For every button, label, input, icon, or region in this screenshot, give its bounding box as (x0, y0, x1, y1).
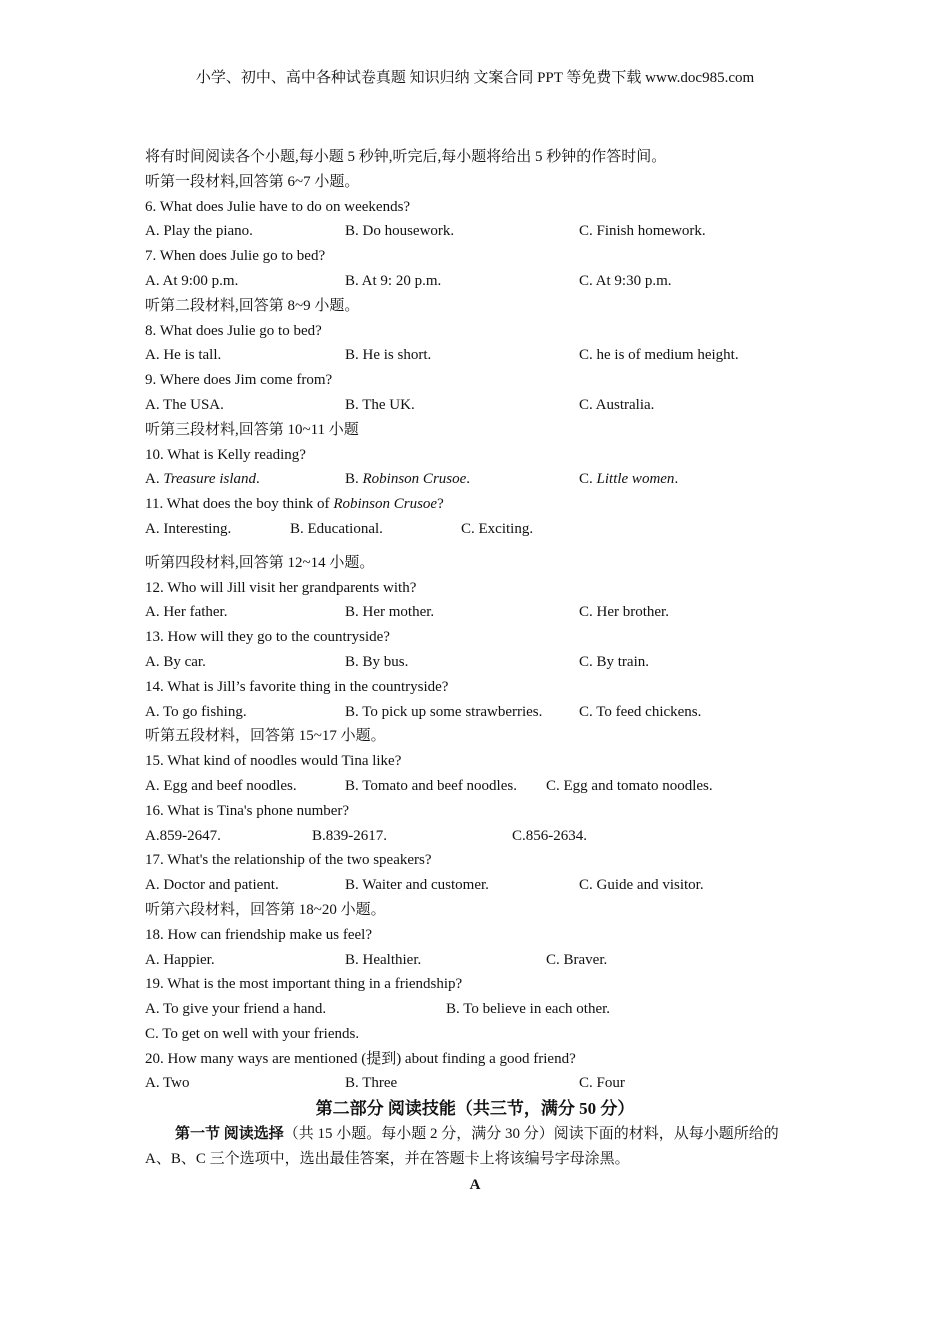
question-7: 7. When does Julie go to bed? (145, 248, 326, 265)
question-9: 9. Where does Jim come from? (145, 372, 333, 389)
option-c: C. Exciting. (461, 520, 534, 537)
option-a: A. Egg and beef noodles. (145, 777, 297, 794)
question-19-option-c: C. To get on well with your friends. (145, 1025, 360, 1042)
option-c: C. Australia. (579, 396, 655, 413)
option-a: A. At 9:00 p.m. (145, 272, 239, 289)
option-a: A. Doctor and patient. (145, 877, 279, 894)
question-8-options (145, 343, 805, 368)
option-c: C. At 9:30 p.m. (579, 272, 672, 289)
section-5-heading: 听第五段材料，回答第 15~17 小题。 (145, 728, 386, 745)
question-10: 10. What is Kelly reading? (145, 446, 306, 463)
option-b: B. Her mother. (345, 604, 435, 621)
question-18: 18. How can friendship make us feel? (145, 926, 373, 943)
section-6-heading: 听第六段材料，回答第 18~20 小题。 (145, 901, 386, 918)
question-13-options (145, 650, 805, 675)
question-16-options (145, 824, 805, 849)
part-2-instructions: 第一节 阅读选择（共 15 小题。每小题 2 分，满分 30 分）阅读下面的材料，从每小题所给的 A、B、C 三个选项中，选出最佳答案，并在答题卡上将该编号字母涂黑。 (145, 1126, 779, 1168)
option-b: B. To pick up some strawberries. (345, 703, 543, 720)
question-13: 13. How will they go to the countryside? (145, 629, 390, 646)
option-a: A. Her father. (145, 604, 228, 621)
option-c: C.856-2634. (512, 827, 587, 844)
option-c: C. Guide and visitor. (579, 877, 704, 894)
section-3-heading: 听第三段材料,回答第 10~11 小题 (145, 421, 359, 438)
section-1-heading: 听第一段材料,回答第 6~7 小题。 (145, 173, 360, 190)
option-c: C. To feed chickens. (579, 703, 702, 720)
option-a: A. To give your friend a hand. (145, 1001, 327, 1018)
question-15: 15. What kind of noodles would Tina like? (145, 753, 402, 770)
option-b: B. By bus. (345, 653, 409, 670)
question-15-options (145, 774, 805, 799)
question-9-options (145, 393, 805, 418)
option-b: B.839-2617. (312, 827, 387, 844)
question-8: 8. What does Julie go to bed? (145, 322, 322, 339)
question-11: 11. What does the boy think of Robinson Crusoe? (145, 496, 444, 513)
option-c: C. Finish homework. (579, 223, 706, 240)
question-11-options (145, 517, 805, 542)
option-a: A. By car. (145, 653, 206, 670)
passage-label: A (469, 1177, 481, 1194)
option-a: A.859-2647. (145, 827, 221, 844)
option-a: A. Interesting. (145, 520, 232, 537)
option-a: A. Play the piano. (145, 223, 253, 240)
question-17: 17. What's the relationship of the two speakers? (145, 852, 432, 869)
option-b: B. Robinson Crusoe. (345, 471, 471, 488)
option-c: C. he is of medium height. (579, 347, 739, 364)
question-10-options (145, 467, 805, 492)
question-14-options (145, 700, 805, 725)
option-a: A. The USA. (145, 396, 224, 413)
question-18-options (145, 948, 805, 973)
option-b: B. To believe in each other. (446, 1001, 611, 1018)
part-2-title: 第二部分 阅读技能（共三节，满分 50 分） (315, 1099, 635, 1119)
option-b: B. He is short. (345, 347, 432, 364)
question-6-options (145, 219, 805, 244)
option-c: C. Four (579, 1075, 625, 1092)
question-20-options (145, 1071, 805, 1096)
option-a: A. Happier. (145, 951, 215, 968)
question-17-options (145, 873, 805, 898)
intro-text: 将有时间阅读各个小题,每小题 5 秒钟,听完后,每小题将给出 5 秒钟的作答时间。 (145, 149, 667, 165)
option-b: B. At 9: 20 p.m. (345, 272, 442, 289)
question-7-options (145, 269, 805, 294)
option-b: B. The UK. (345, 396, 415, 413)
page-header: 小学、初中、高中各种试卷真题 知识归纳 文案合同 PPT 等免费下载 www.doc985.com (195, 70, 755, 86)
question-20: 20. How many ways are mentioned (提到) about finding a good friend? (145, 1050, 576, 1067)
option-a: A. He is tall. (145, 347, 222, 364)
option-b: B. Tomato and beef noodles. (345, 777, 517, 794)
section-label: 第一节 阅读选择 (175, 1126, 284, 1143)
option-a: A. To go fishing. (145, 703, 247, 720)
option-a: A. Two (145, 1075, 190, 1092)
option-b: B. Do housework. (345, 223, 455, 240)
option-c: C. Little women. (579, 471, 679, 488)
option-c: C. By train. (579, 653, 649, 670)
question-19: 19. What is the most important thing in a friendship? (145, 976, 463, 993)
option-b: B. Healthier. (345, 951, 422, 968)
option-a: A. Treasure island. (145, 471, 260, 488)
question-14: 14. What is Jill’s favorite thing in the countryside? (145, 678, 449, 695)
exam-content (145, 145, 805, 1198)
question-19-options (145, 997, 805, 1022)
option-c: C. Braver. (546, 951, 608, 968)
question-6: 6. What does Julie have to do on weekends? (145, 198, 411, 215)
question-12: 12. Who will Jill visit her grandparents with? (145, 579, 417, 596)
option-b: B. Three (345, 1075, 398, 1092)
section-2-heading: 听第二段材料,回答第 8~9 小题。 (145, 297, 360, 314)
option-b: B. Waiter and customer. (345, 877, 489, 894)
option-c: C. Her brother. (579, 604, 669, 621)
section-4-heading: 听第四段材料,回答第 12~14 小题。 (145, 554, 375, 571)
question-16: 16. What is Tina's phone number? (145, 802, 350, 819)
option-b: B. Educational. (290, 520, 383, 537)
question-12-options (145, 600, 805, 625)
option-c: C. Egg and tomato noodles. (546, 777, 713, 794)
